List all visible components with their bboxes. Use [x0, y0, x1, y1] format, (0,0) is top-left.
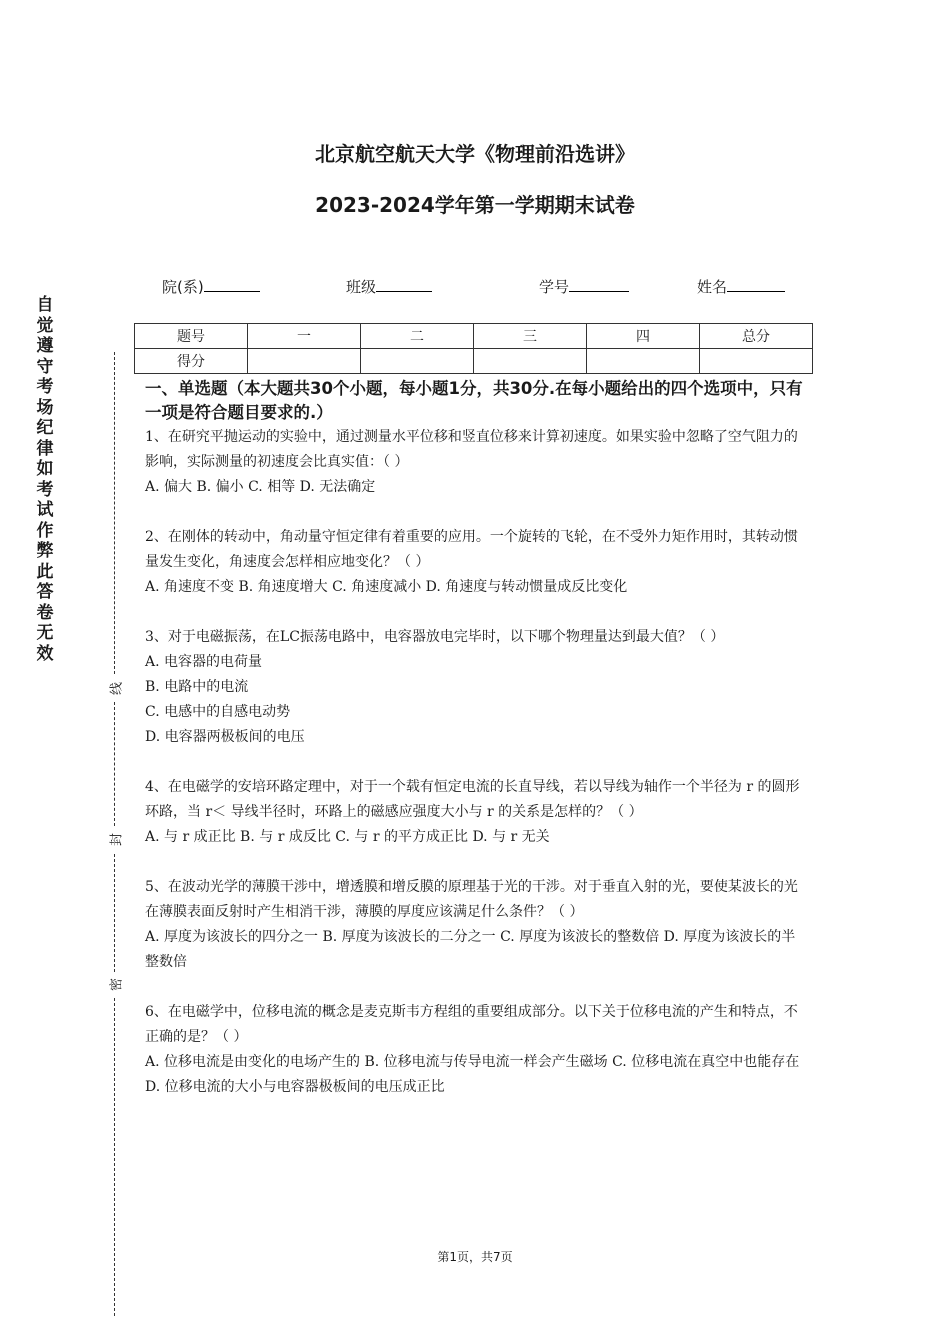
student-id-field — [539, 276, 629, 297]
score-header-cell: 三 — [474, 324, 587, 349]
question-stem: 6、在电磁学中，位移电流的概念是麦克斯韦方程组的重要组成部分。以下关于位移电流的产生和特点，不正确的是？（ ） — [145, 1004, 798, 1045]
seal-line-dash — [114, 352, 115, 674]
exam-discipline-warning: 自觉遵守考场纪律如考试作弊此答卷无效 — [36, 295, 54, 664]
question-stem: 5、在波动光学的薄膜干涉中，增透膜和增反膜的原理基于光的干涉。对于垂直入射的光，要使某波长的光在薄膜表面反射时产生相消干涉，薄膜的厚度应该满足什么条件？（ ） — [145, 879, 798, 920]
exam-subtitle: 2023-2024学年第一学期期末试卷 — [315, 193, 635, 217]
class-field — [346, 276, 432, 297]
question-4 — [145, 775, 809, 850]
question-options: A. 与 r 成正比 B. 与 r 成反比 C. 与 r 的平方成正比 D. 与 r 无关 — [145, 829, 550, 845]
student-id-label: 学号 — [539, 278, 570, 296]
question-stem: 4、在电磁学的安培环路定理中，对于一个载有恒定电流的长直导线，若以导线为轴作一个半径为 r 的圆形环路，当 r＜ 导线半径时，环路上的磁感应强度大小与 r 的关系是怎样的？（ ） — [145, 779, 800, 820]
name-field — [697, 276, 785, 297]
question-1 — [145, 425, 809, 500]
question-option: A. 电容器的电荷量 — [145, 654, 263, 670]
question-options: A. 位移电流是由变化的电场产生的 B. 位移电流与传导电流一样会产生磁场 C. 位移电流在真空中也能存在 D. 位移电流的大小与电容器极板间的电压成正比 — [145, 1054, 800, 1095]
score-table-score-row — [135, 349, 813, 374]
department-field — [162, 276, 260, 297]
question-2 — [145, 525, 809, 600]
section-title: 一、单选题（本大题共30个小题，每小题1分，共30分.在每小题给出的四个选项中，只有一项是符合题目要求的.） — [145, 379, 803, 422]
score-table-header-row — [135, 324, 813, 349]
question-stem: 2、在刚体的转动中，角动量守恒定律有着重要的应用。一个旋转的飞轮，在不受外力矩作用时，其转动惯量发生变化，角速度会怎样相应地变化？（ ） — [145, 529, 798, 570]
seal-line-dash — [114, 998, 115, 1316]
score-header-cell: 一 — [248, 324, 361, 349]
score-table — [134, 323, 813, 374]
secret-label: 密 — [106, 976, 125, 994]
score-cell — [700, 349, 813, 374]
question-list — [145, 425, 809, 1125]
question-stem: 1、在研究平抛运动的实验中，通过测量水平位移和竖直位移来计算初速度。如果实验中忽略了空气阻力的影响，实际测量的初速度会比真实值：（ ） — [145, 429, 798, 470]
seal-line-label: 线 — [106, 680, 125, 698]
score-header-cell: 总分 — [700, 324, 813, 349]
score-header-cell: 二 — [361, 324, 474, 349]
question-options: A. 角速度不变 B. 角速度增大 C. 角速度减小 D. 角速度与转动惯量成反比变化 — [145, 579, 628, 595]
score-cell — [474, 349, 587, 374]
question-stem: 3、对于电磁振荡，在LC振荡电路中，电容器放电完毕时，以下哪个物理量达到最大值？（ ） — [145, 629, 725, 645]
question-options: A. 偏大 B. 偏小 C. 相等 D. 无法确定 — [145, 479, 376, 495]
question-3 — [145, 625, 809, 750]
page-number: 第1页，共7页 — [437, 1250, 513, 1264]
department-label: 院(系) — [162, 278, 204, 296]
score-cell — [361, 349, 474, 374]
score-cell — [587, 349, 700, 374]
question-options: A. 厚度为该波长的四分之一 B. 厚度为该波长的二分之一 C. 厚度为该波长的整数倍 D. 厚度为该波长的半整数倍 — [145, 929, 796, 970]
question-6 — [145, 1000, 809, 1100]
question-option: D. 电容器两极板间的电压 — [145, 729, 305, 745]
seal-label: 封 — [106, 831, 125, 849]
seal-line-dash — [114, 854, 115, 972]
exam-title: 北京航空航天大学《物理前沿选讲》 — [315, 142, 635, 166]
score-row-label: 得分 — [135, 349, 248, 374]
score-header-cell: 题号 — [135, 324, 248, 349]
seal-line-dash — [114, 702, 115, 826]
question-5 — [145, 875, 809, 975]
question-option: B. 电路中的电流 — [145, 679, 249, 695]
class-label: 班级 — [346, 278, 377, 296]
score-header-cell: 四 — [587, 324, 700, 349]
name-label: 姓名 — [697, 278, 728, 296]
score-cell — [248, 349, 361, 374]
question-option: C. 电感中的自感电动势 — [145, 704, 291, 720]
